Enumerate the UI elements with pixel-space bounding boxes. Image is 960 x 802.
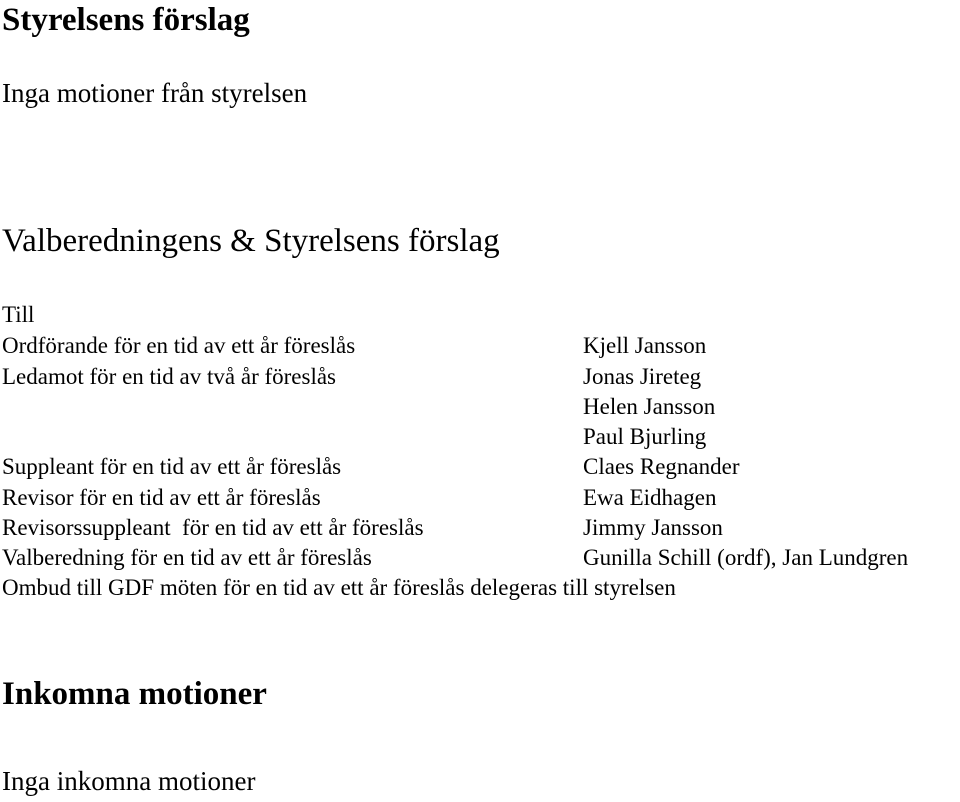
role-label: Ordförande för en tid av ett år föreslås [2, 333, 356, 358]
nominee-name: Helen Jansson [583, 394, 716, 419]
role-label: Revisorssuppleant för en tid av ett år föreslås [2, 515, 424, 540]
section-heading-valberedning: Valberedningens & Styrelsens förslag [2, 223, 500, 259]
nominee-name: Paul Bjurling [583, 424, 707, 449]
intro-text: Till [2, 302, 35, 327]
nominee-name: Ewa Eidhagen [583, 485, 717, 510]
role-label: Ledamot för en tid av två år föreslås [2, 364, 337, 389]
nominee-name: Gunilla Schill (ordf), Jan Lundgren [583, 545, 909, 570]
nominee-name: Claes Regnander [583, 454, 740, 479]
section-heading-inkomna-motioner: Inkomna motioner [2, 676, 267, 712]
nominee-name: Kjell Jansson [583, 333, 707, 358]
role-label: Revisor för en tid av ett år föreslås [2, 485, 321, 510]
section-text-no-board-motions: Inga motioner från styrelsen [2, 78, 308, 108]
nominee-name: Jimmy Jansson [583, 515, 723, 540]
section-heading-styrelsens-forslag: Styrelsens förslag [2, 2, 250, 38]
section-text-no-incoming-motions: Inga inkomna motioner [2, 766, 256, 796]
role-label: Valberedning för en tid av ett år föreslås [2, 545, 372, 570]
nominee-name: Jonas Jireteg [583, 364, 702, 389]
delegates-footer: Ombud till GDF möten för en tid av ett år föreslås delegeras till styrelsen [2, 575, 676, 600]
role-label: Suppleant för en tid av ett år föreslås [2, 454, 342, 479]
